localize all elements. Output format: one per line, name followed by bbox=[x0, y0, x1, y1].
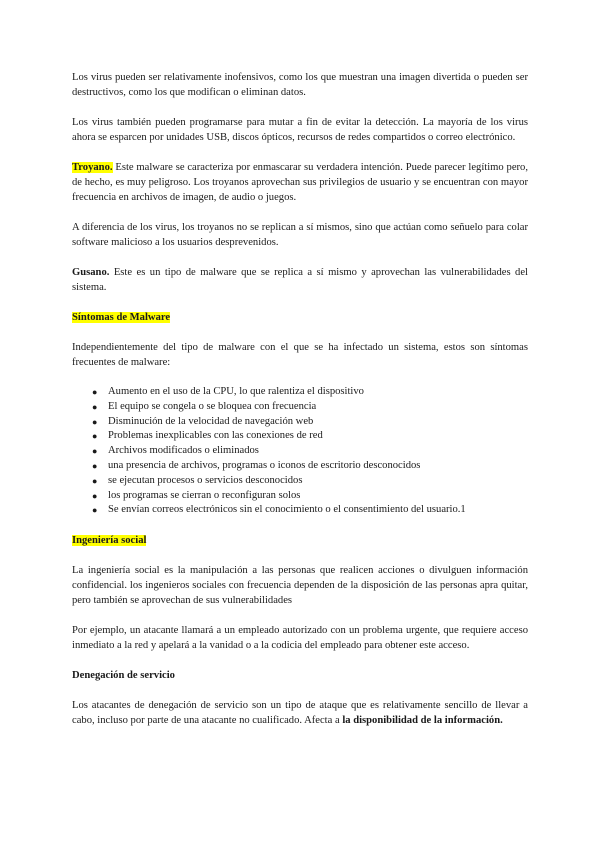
paragraph-ingenieria-example: Por ejemplo, un atacante llamará a un empleado autorizado con un problema urgente, que requiere acceso inmediato a la red y apelará a la vanidad o a la codicia del empleado para obtener este acceso. bbox=[72, 625, 528, 652]
heading-sintomas-text: Síntomas de Malware bbox=[72, 312, 171, 323]
bullet-icon: ● bbox=[92, 416, 98, 427]
symptom-text: Disminución de la velocidad de navegación web bbox=[108, 415, 314, 427]
bullet-icon: ● bbox=[92, 460, 98, 471]
heading-ingenieria bbox=[72, 533, 528, 548]
gusano-label: Gusano. bbox=[72, 267, 110, 278]
symptom-text: los programas se cierran o reconfiguran solos bbox=[108, 489, 301, 501]
symptom-text: se ejecutan procesos o servicios desconocidos bbox=[108, 474, 303, 486]
symptom-list-item bbox=[92, 385, 528, 400]
symptom-list-item bbox=[92, 474, 528, 489]
paragraph-troyano bbox=[72, 160, 528, 205]
symptom-list-item bbox=[92, 444, 528, 459]
paragraph-virus-mutation: Los virus también pueden programarse para mutar a fin de evitar la detección. La mayoría de los virus ahora se esparcen por unidades USB, discos ópticos, recursos de redes compartidos o correo electrónico. bbox=[72, 117, 528, 143]
gusano-text: Este es un tipo de malware que se replica a sí mismo y aprovechan las vulnerabilidades del sistema. bbox=[72, 267, 528, 293]
symptom-list-item bbox=[92, 429, 528, 444]
symptom-list-item bbox=[92, 400, 528, 415]
symptom-text: Archivos modificados o eliminados bbox=[108, 445, 259, 457]
paragraph-troyano-difference: A diferencia de los virus, los troyanos no se replican a sí mismos, sino que actúan como señuelo para colar software malicioso a los usuarios desprevenidos. bbox=[72, 222, 528, 248]
symptom-text: una presencia de archivos, programas o iconos de escritorio desconocidos bbox=[108, 459, 421, 471]
heading-ingenieria-text: Ingeniería social bbox=[72, 535, 147, 547]
symptom-list-item bbox=[92, 459, 528, 474]
symptom-text: El equipo se congela o se bloquea con frecuencia bbox=[108, 400, 317, 412]
troyano-label: Troyano. bbox=[72, 162, 113, 173]
heading-sintomas bbox=[72, 310, 528, 325]
symptom-list-item bbox=[92, 489, 528, 504]
troyano-text: Este malware se caracteriza por enmascarar su verdadera intención. Puede parecer legítimo pero, de hecho, es muy peligroso. Los troyanos aprovechan sus privilegios de usuario y se encuentran con mayor frecuencia en archivos de imagen, de audio o juegos. bbox=[72, 162, 528, 203]
bullet-icon: ● bbox=[92, 490, 98, 501]
bullet-icon: ● bbox=[92, 475, 98, 486]
symptom-text: Aumento en el uso de la CPU, lo que ralentiza el dispositivo bbox=[108, 386, 364, 397]
bullet-icon: ● bbox=[92, 401, 98, 412]
bullet-icon: ● bbox=[92, 431, 98, 442]
paragraph-gusano bbox=[72, 265, 528, 295]
bullet-icon: ● bbox=[92, 387, 98, 397]
symptom-list bbox=[72, 385, 528, 518]
paragraph-virus-intro: Los virus pueden ser relativamente inofensivos, como los que muestran una imagen divertida o pueden ser destructivos, como los que modifican o eliminan datos. bbox=[72, 72, 528, 98]
symptom-text: Se envían correos electrónicos sin el conocimiento o el consentimiento del usuario.1 bbox=[108, 504, 466, 516]
symptom-list-item bbox=[92, 503, 528, 518]
paragraph-denegacion bbox=[72, 698, 528, 728]
paragraph-sintomas-intro: Independientemente del tipo de malware con el que se ha infectado un sistema, estos son síntomas frecuentes de malware: bbox=[72, 342, 528, 368]
denegacion-text: Los atacantes de denegación de servicio son un tipo de ataque que es relativamente sencillo de llevar a cabo, incluso por parte de una atacante no cualificado. Afecta a bbox=[72, 700, 528, 727]
denegacion-bold: la disponibilidad de la información. bbox=[342, 715, 503, 727]
bullet-icon: ● bbox=[92, 446, 98, 457]
paragraph-ingenieria-definition: La ingeniería social es la manipulación a las personas que realicen acciones o divulguen información confidencial. los ingenieros sociales con frecuencia dependen de la disposición de las personas apra quitar, pero también se aprovechan de sus vulnerabilidades bbox=[72, 565, 528, 607]
bullet-icon: ● bbox=[92, 505, 98, 516]
symptom-list-item bbox=[92, 415, 528, 430]
heading-denegacion: Denegación de servicio bbox=[72, 670, 175, 682]
symptom-text: Problemas inexplicables con las conexiones de red bbox=[108, 430, 323, 442]
